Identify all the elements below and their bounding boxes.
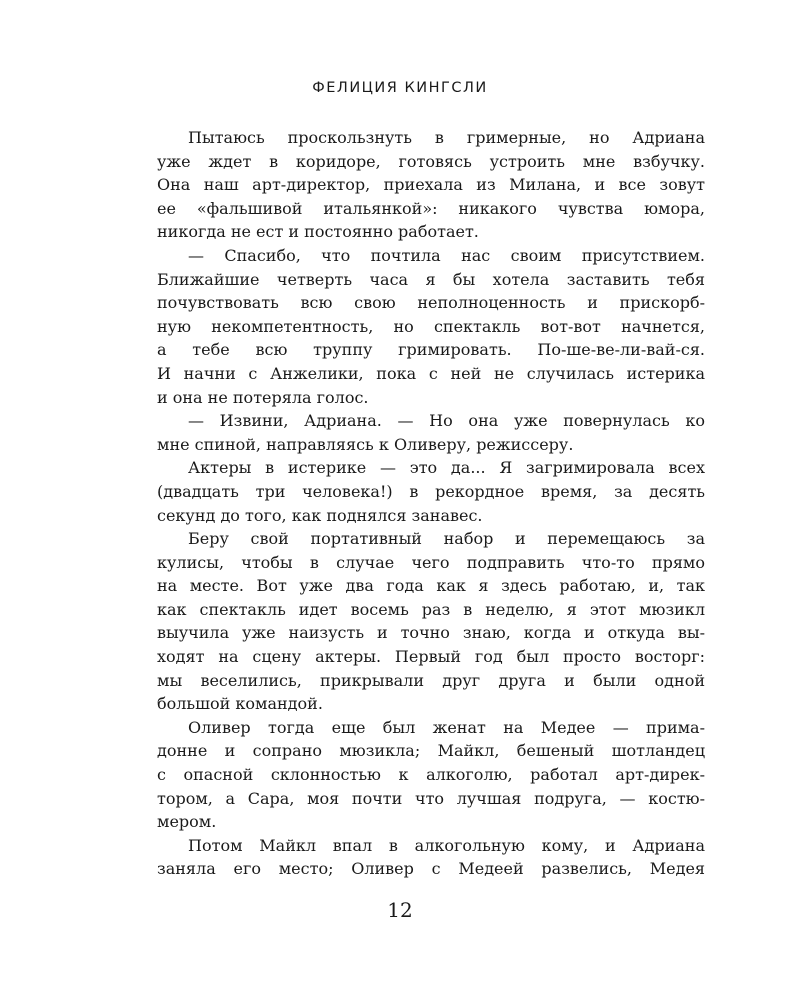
- text-line: почувствовать всю свою неполноценность и прискорб-: [157, 293, 705, 313]
- text-line: на месте. Вот уже два года как я здесь работаю, и, так: [157, 576, 705, 596]
- text-line: большой командой.: [157, 694, 323, 714]
- text-line: (двадцать три человека!) в рекордное время, за десять: [157, 481, 705, 501]
- text-line: Она наш арт-директор, приехала из Милана, и все зовут: [157, 175, 705, 195]
- text-line: И начни с Анжелики, пока с ней не случилась истерика: [157, 363, 705, 383]
- text-line: как спектакль идет восемь раз в неделю, я этот мюзикл: [157, 599, 705, 619]
- text-line: — Извини, Адриана. — Но она уже повернулась ко: [188, 411, 705, 431]
- body-text: [157, 126, 705, 881]
- text-line: Потом Майкл впал в алкогольную кому, и Адриана: [188, 835, 705, 855]
- text-line: Актеры в истерике — это да... Я загримировала всех: [188, 458, 705, 478]
- text-line: Оливер тогда еще был женат на Медее — прима-: [188, 717, 705, 737]
- text-line: Пытаюсь проскользнуть в гримерные, но Адриана: [188, 128, 705, 147]
- text-line: Беру свой портативный набор и перемещаюсь за: [188, 529, 705, 549]
- text-line: мером.: [157, 812, 217, 832]
- text-line: с опасной склонностью к алкоголю, работал арт-дирек-: [157, 765, 705, 785]
- text-line: донне и сопрано мюзикла; Майкл, бешеный шотландец: [157, 741, 705, 761]
- running-title: ФЕЛИЦИЯ КИНГСЛИ: [312, 80, 488, 96]
- text-line: ную некомпетентность, но спектакль вот-вот начнется,: [157, 316, 705, 336]
- text-line: — Спасибо, что почтила нас своим присутствием.: [188, 245, 705, 265]
- text-line: кулисы, чтобы в случае чего подправить что-то прямо: [157, 552, 705, 572]
- text-line: никогда не ест и постоянно работает.: [157, 222, 479, 242]
- page-number: 12: [387, 898, 413, 922]
- text-line: Ближайшие четверть часа я бы хотела заставить тебя: [157, 269, 705, 289]
- text-line: выучила уже наизусть и точно знаю, когда и откуда вы-: [157, 623, 705, 643]
- text-line: секунд до того, как поднялся занавес.: [157, 505, 483, 525]
- text-line: тором, а Сара, моя почти что лучшая подруга, — костю-: [157, 788, 705, 808]
- text-line: ходят на сцену актеры. Первый год был просто восторг:: [157, 647, 705, 667]
- text-line: заняла его место; Оливер с Медеей развелись, Медея: [157, 859, 705, 879]
- text-line: а тебе всю труппу гримировать. По-ше-ве-ли-вай-ся.: [157, 340, 705, 360]
- text-line: уже ждет в коридоре, готовясь устроить мне взбучку.: [157, 151, 705, 171]
- text-line: мы веселились, прикрывали друг друга и были одной: [157, 670, 705, 690]
- text-line: мне спиной, направляясь к Оливеру, режиссеру.: [157, 434, 574, 454]
- text-line: ее «фальшивой итальянкой»: никакого чувства юмора,: [157, 198, 705, 218]
- text-line: и она не потеряла голос.: [157, 387, 369, 407]
